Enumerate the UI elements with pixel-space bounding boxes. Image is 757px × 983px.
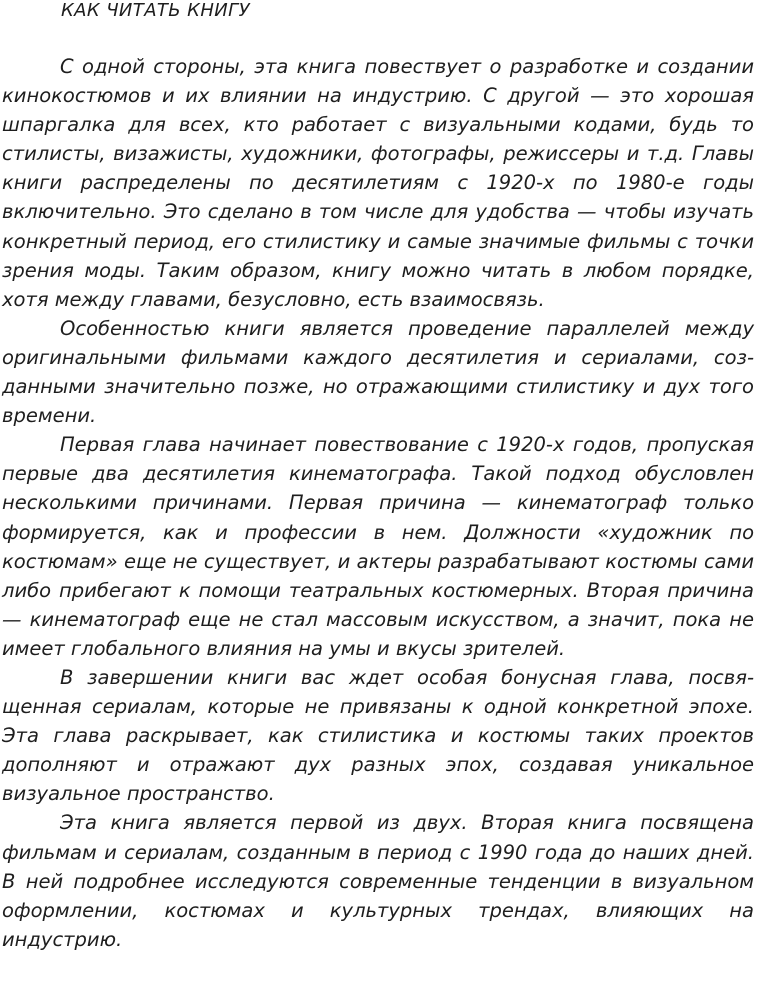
paragraph-first-chapter: Первая глава начинает повествование с 1920-х годов, пропуская первые два десятилетия кинематографа. Такой подход обусловлен несколькими причинами. Первая причина — кинематограф только формируется, как и профессии в нем. Должности «художник по костюмам» еще не существует, и актеры разрабатывают костюмы сами либо прибегают к помощи театральных костюмерных. Вторая причина — кинематограф еще не стал массовым искусством, а значит, пока не имеет глобального влияния на умы и вкусы зрителей. xyxy=(2,433,754,660)
paragraph-features: Особенностью книги является проведение параллелей между оригинальными фильмами каждого десятилетия и сериалами, созданными значительно позже, но отражающими стилистику и дух того времени. xyxy=(2,316,754,428)
body-text xyxy=(2,52,754,954)
paragraph-second-book: Эта книга является первой из двух. Вторая книга посвящена фильмам и сериалам, созданным в период с 1990 года до наших дней. В ней подробнее исследуются современные тенденции в визуальном оформлении, костюмах и культурных трендах, влияющих на индустрию. xyxy=(2,811,754,951)
paragraph-intro: С одной стороны, эта книга повествует о разработке и создании кинокостюмов и их влиянии на индустрию. С другой — это хорошая шпаргалка для всех, кто работает с визуальными кодами, будь то стилисты, визажисты, художники, фотографы, режиссеры и т.д. Главы книги распределены по десятилетиям с 1920-х по 1980-е годы включительно. Это сделано в том числе для удобства — чтобы изучать конкретный период, его стилистику и самые значимые фильмы с точки зрения моды. Таким образом, книгу можно читать в любом порядке, хотя между главами, безусловно, есть взаимосвязь. xyxy=(2,55,754,311)
section-heading: КАК ЧИТАТЬ КНИГУ xyxy=(61,0,250,21)
paragraph-bonus-chapter: В завершении книги вас ждет особая бонусная глава, посвященная сериалам, которые не привязаны к одной конкретной эпохе. Эта глава раскрывает, как стилистика и костюмы таких проектов дополняют и отражают дух разных эпох, создавая уникальное визуальное пространство. xyxy=(2,665,754,806)
